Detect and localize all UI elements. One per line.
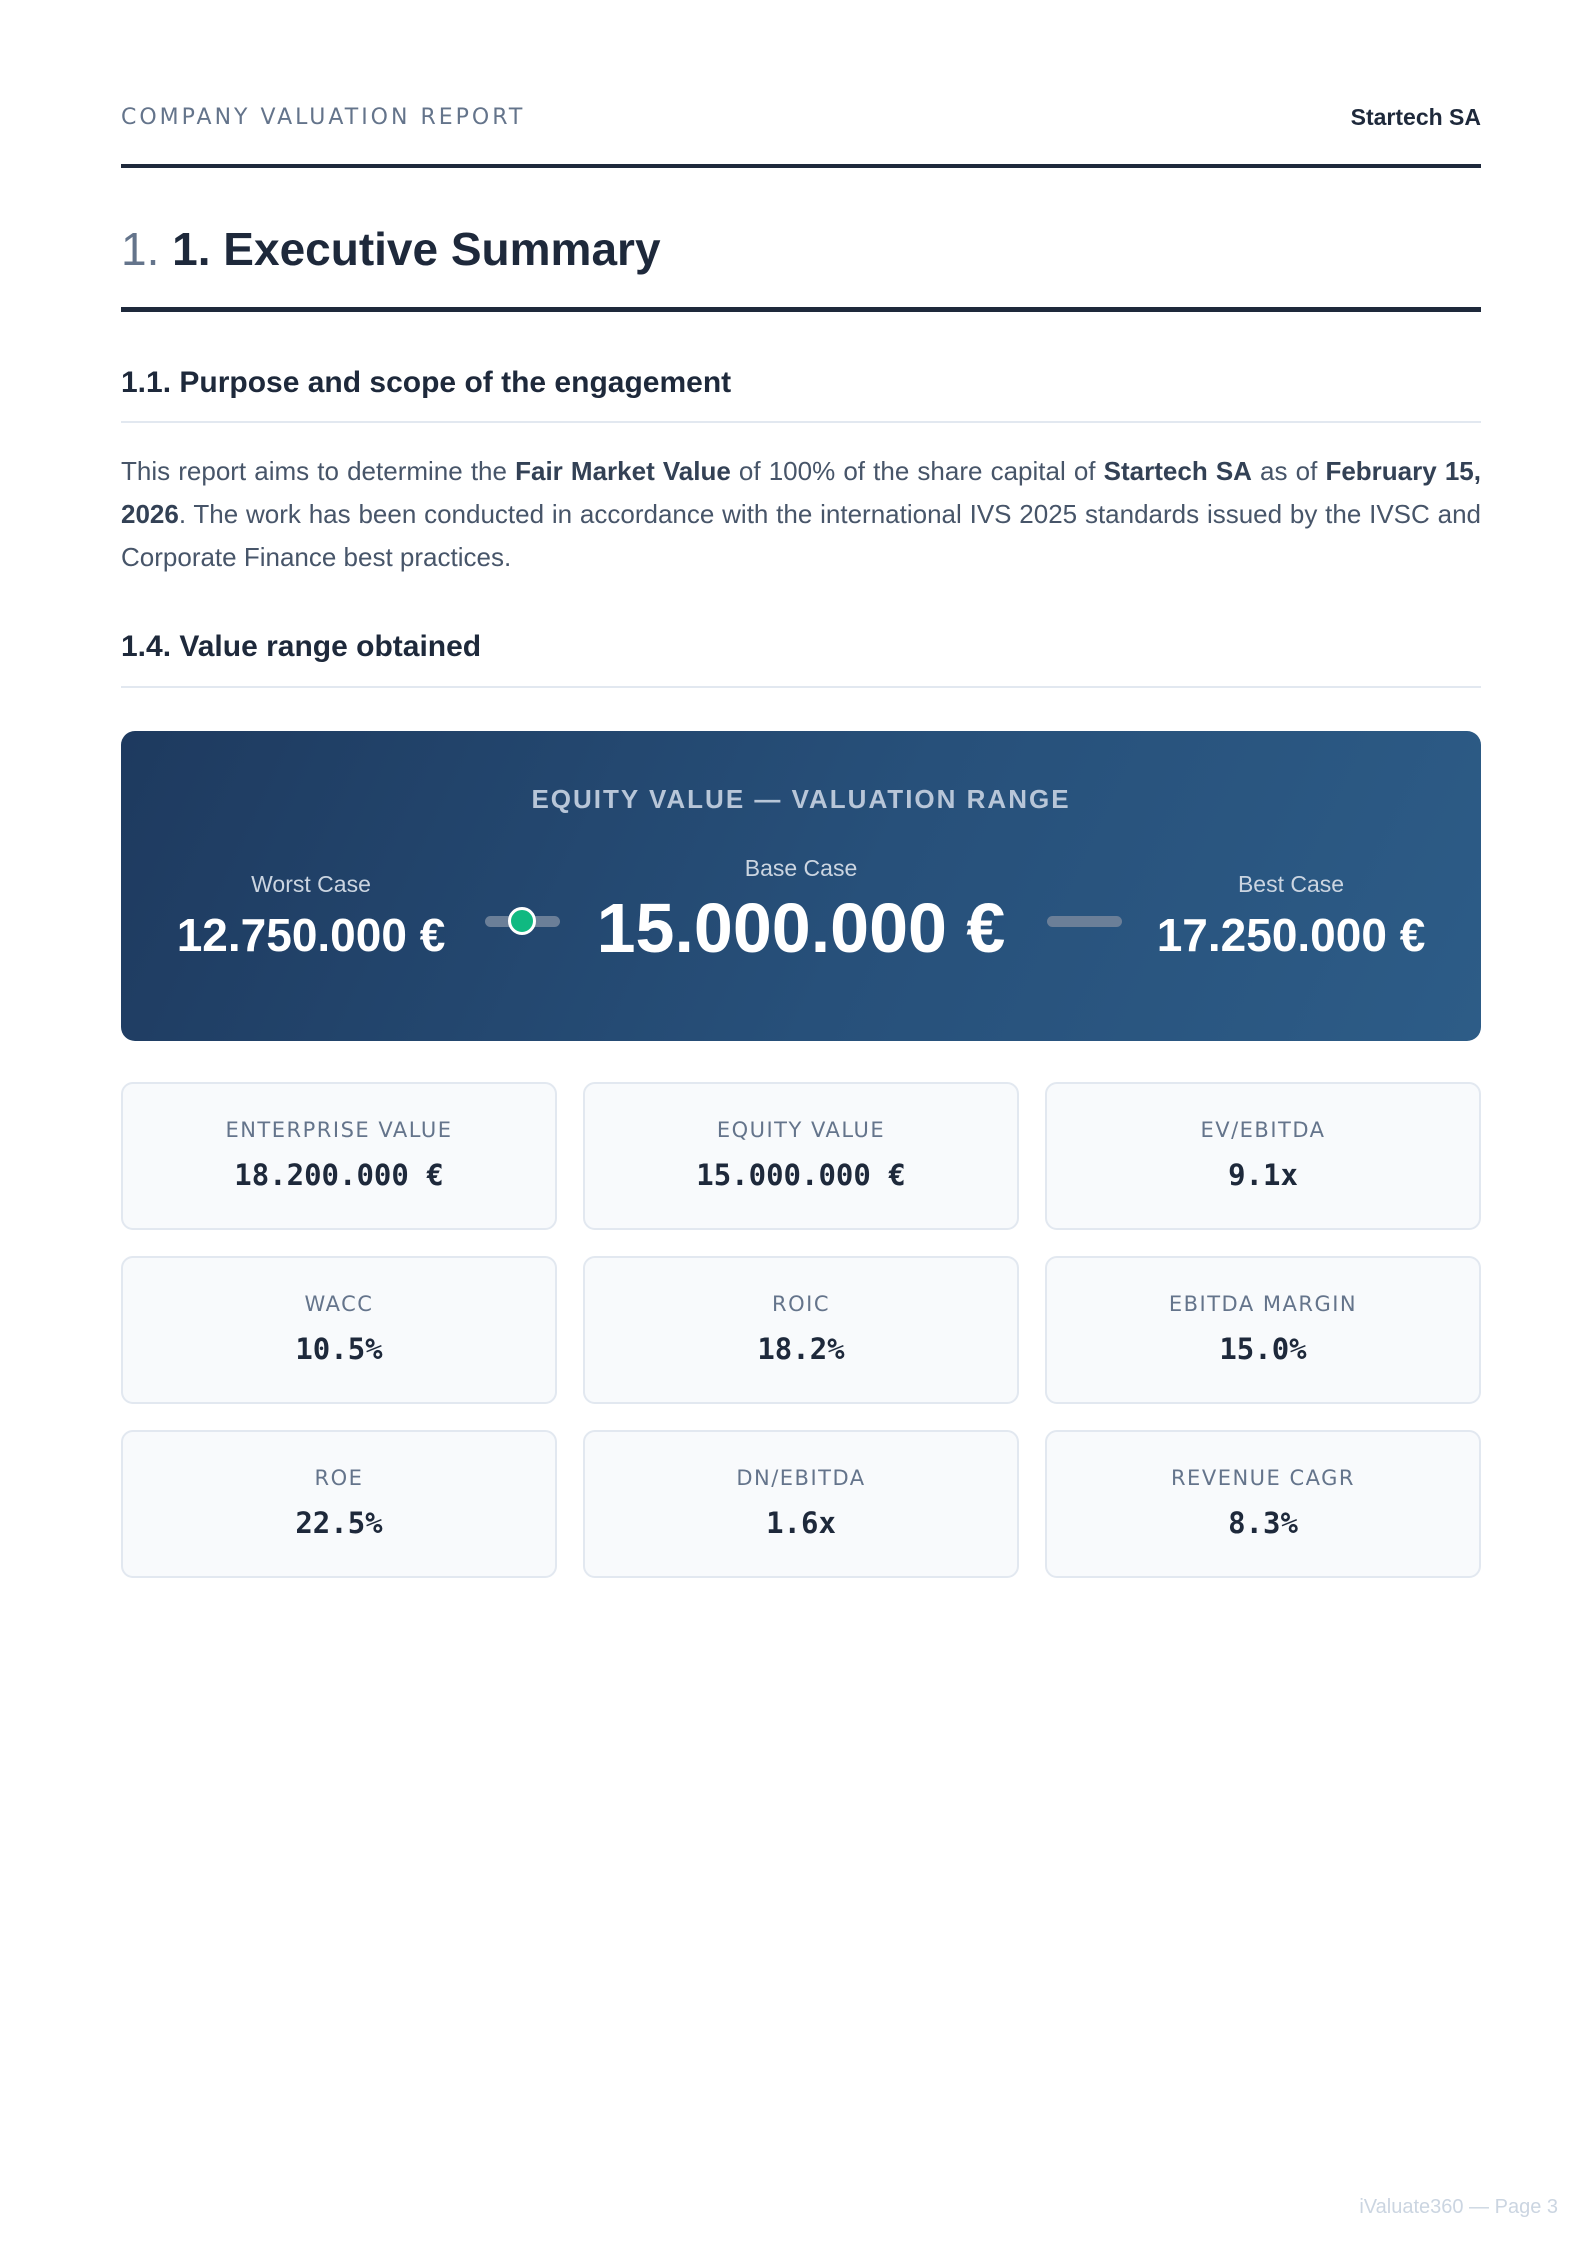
kpi-card [583,1082,1019,1230]
kpi-label: REVENUE CAGR [1170,1466,1356,1490]
best-case [1131,871,1451,962]
purpose-bold-fmv: Fair Market Value [515,456,731,486]
kpi-card [121,1256,557,1404]
purpose-paragraph [121,450,1481,579]
worst-case-label: Worst Case [251,871,371,897]
kpi-label: EV/EBITDA [1200,1118,1326,1142]
header-divider [121,164,1481,168]
purpose-heading: 1.1. Purpose and scope of the engagement [121,366,732,399]
range-title: EQUITY VALUE — VALUATION RANGE [531,784,1071,814]
kpi-value: 15.0% [1219,1332,1307,1366]
kpi-value: 9.1x [1228,1158,1298,1192]
kpi-value: 8.3% [1228,1506,1298,1540]
valuation-range-banner [121,731,1481,1041]
best-case-value: 17.250.000 € [1156,909,1426,961]
kpi-label: ENTERPRISE VALUE [225,1118,453,1142]
kpi-grid [121,1082,1481,1578]
section-number: 1. [121,223,160,275]
value-range-heading: 1.4. Value range obtained [121,630,482,663]
worst-case [151,871,471,962]
range-track-right [1047,916,1122,927]
report-title: COMPANY VALUATION REPORT [121,105,526,130]
purpose-bold-date: February 15, 2026 [121,456,1481,529]
purpose-text: of 100% of the share capital of [730,456,1104,486]
base-case-label: Base Case [744,855,858,881]
kpi-value: 1.6x [766,1506,836,1540]
kpi-value: 15.000.000 € [696,1158,906,1192]
kpi-label: ROE [314,1466,364,1490]
kpi-value: 22.5% [295,1506,383,1540]
section-divider [121,307,1481,312]
kpi-value: 10.5% [295,1332,383,1366]
purpose-divider [121,421,1481,423]
kpi-card [583,1256,1019,1404]
purpose-text: This report aims to determine the [121,456,516,486]
worst-case-value: 12.750.000 € [176,909,446,961]
section-title: 1. Executive Summary [172,223,661,275]
kpi-card [1045,1082,1481,1230]
kpi-card [121,1082,557,1230]
kpi-label: WACC [304,1292,374,1316]
kpi-label: DN/EBITDA [736,1466,866,1490]
page-footer: iValuate360 — Page 3 [1359,2196,1558,2218]
kpi-value: 18.200.000 € [234,1158,444,1192]
base-case [561,855,1041,968]
kpi-label: EBITDA MARGIN [1168,1292,1358,1316]
purpose-bold-company: Startech SA [1103,456,1252,486]
purpose-text: . The work has been conducted in accordance with the international IVS 2025 standards issued by the IVSC and Corporate Finance best practices. [121,499,1481,572]
range-marker-dot [508,907,536,935]
base-case-value: 15.000.000 € [596,889,1006,967]
kpi-value: 18.2% [757,1332,845,1366]
kpi-label: ROIC [772,1292,830,1316]
company-name: Startech SA [1350,104,1481,130]
kpi-card [1045,1430,1481,1578]
kpi-card [1045,1256,1481,1404]
kpi-card [583,1430,1019,1578]
best-case-label: Best Case [1237,871,1345,897]
value-range-divider [121,686,1481,688]
report-header [121,104,1481,131]
purpose-text: as of [1251,456,1326,486]
kpi-card [121,1430,557,1578]
page-title [121,222,661,276]
kpi-label: EQUITY VALUE [716,1118,886,1142]
